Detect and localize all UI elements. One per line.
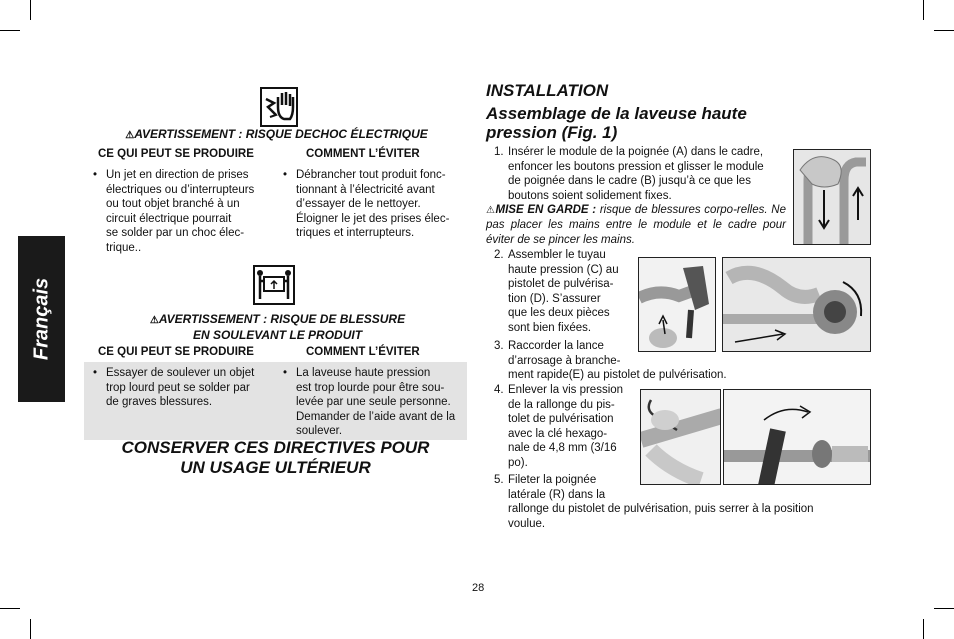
- electric-shock-icon: [260, 87, 298, 127]
- step-5-text-end: rallonge du pistolet de pulvérisation, puis serrer à la position voulue.: [508, 503, 814, 530]
- bullet-icon: •: [93, 367, 98, 379]
- language-tab-label: Français: [30, 277, 52, 361]
- caution-note: ⚠MISE EN GARDE : risque de blessures corpo-relles. Ne pas placer les mains entre le module et le cadre pour éviter de se pincer les mains.: [486, 204, 787, 246]
- crop-mark: [934, 30, 954, 31]
- crop-mark: [0, 608, 20, 609]
- page-number: 28: [472, 582, 485, 594]
- warning-lifting-hazard: • Essayer de soulever un objet trop lourd peut se solder par de graves blessures.: [93, 367, 255, 408]
- warning-electric-prevention: • Débrancher tout produit fonc- tionnant à l’électricité avant d’essayer de le nettoyer. Éloigner le jet des prises élec- triques et interrupteurs.: [283, 169, 450, 239]
- heavy-lifting-icon: [253, 265, 295, 305]
- language-tab: [18, 236, 65, 402]
- crop-mark: [30, 619, 31, 639]
- crop-mark: [934, 608, 954, 609]
- col-what-can-happen-1: CE QUI PEUT SE PRODUIRE: [98, 148, 254, 160]
- col-what-can-happen-2: CE QUI PEUT SE PRODUIRE: [98, 346, 254, 358]
- warning-triangle-icon: ⚠: [149, 315, 159, 326]
- figure-hex-key: [640, 389, 721, 485]
- warning-triangle-icon: ⚠: [125, 130, 135, 141]
- crop-mark: [30, 0, 31, 20]
- step-3-text-end: ment rapide(E) au pistolet de pulvérisation.: [508, 369, 727, 381]
- crop-mark: [923, 0, 924, 20]
- step-2-number: 2.: [494, 249, 504, 261]
- bullet-icon: •: [283, 367, 288, 379]
- section-title: INSTALLATION: [486, 81, 609, 100]
- step-5-text: Fileter la poignée latérale (R) dans la: [508, 474, 606, 501]
- col-how-to-prevent-2: COMMENT L’ÉVITER: [306, 346, 420, 358]
- crop-mark: [923, 619, 924, 639]
- figure-handle-module: [793, 149, 871, 245]
- figure-quick-connect: [722, 257, 871, 352]
- step-3-number: 3.: [494, 340, 504, 352]
- step-5-number: 5.: [494, 474, 504, 486]
- step-3-text: Raccorder la lance d’arrosage à branche-: [508, 340, 621, 367]
- step-1-number: 1.: [494, 146, 504, 158]
- subsection-title: Assemblage de la laveuse haute pression (Fig. 1): [486, 104, 747, 142]
- step-2-text: Assembler le tuyau haute pression (C) au pistolet de pulvérisa- tion (D). S’assurer que les deux pièces sont bien fixées.: [508, 249, 619, 334]
- bullet-icon: •: [283, 169, 288, 181]
- warning-electric-title: ⚠AVERTISSEMENT : RISQUE DECHOC ÉLECTRIQUE: [125, 127, 428, 141]
- step-4-number: 4.: [494, 384, 504, 396]
- warning-lifting-prevention: • La laveuse haute pression est trop lourde pour être sou- levée par une seule personne. Demander de l’aide avant de la soulever.: [283, 367, 456, 437]
- warning-lifting-title: ⚠AVERTISSEMENT : RISQUE DE BLESSURE EN SOULEVANT LE PRODUIT: [149, 312, 406, 342]
- warning-triangle-icon: ⚠: [486, 205, 496, 216]
- figure-hose-gun: [638, 257, 716, 352]
- figure-side-handle: [723, 389, 871, 485]
- step-1-text: Insérer le module de la poignée (A) dans le cadre, enfoncer les boutons pression et glisser le module de poignée dans le cadre (B) jusqu’à ce que les boutons soient solidement fixes.: [508, 146, 764, 202]
- warning-electric-hazard: • Un jet en direction de prises électriques ou d’interrupteurs ou tout objet branché à un circuit électrique pourrait se solder par un choc élec- trique..: [93, 169, 255, 254]
- col-how-to-prevent-1: COMMENT L’ÉVITER: [306, 148, 420, 160]
- bullet-icon: •: [93, 169, 98, 181]
- step-4-text: Enlever la vis pression de la rallonge du pis- tolet de pulvérisation avec la clé hexago- nale de 4,8 mm (3/16 po).: [508, 384, 624, 469]
- crop-mark: [0, 30, 20, 31]
- save-instructions-heading: CONSERVER CES DIRECTIVES POUR UN USAGE ULTÉRIEUR: [121, 438, 430, 477]
